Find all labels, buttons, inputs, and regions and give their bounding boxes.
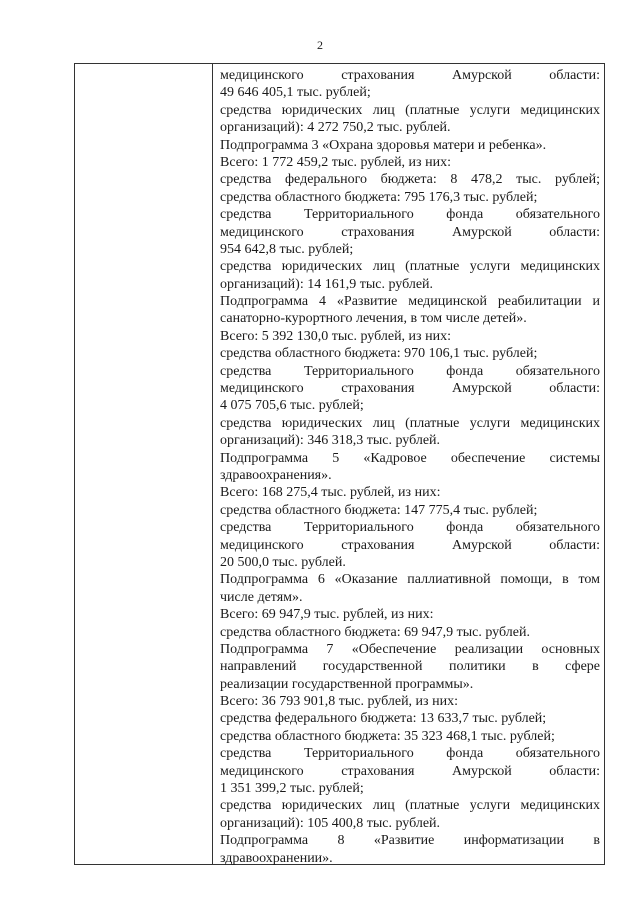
text-line: организаций): 4 272 750,2 тыс. рублей.: [220, 120, 451, 136]
funding-text-cell: [220, 67, 600, 867]
text-line: 954 642,8 тыс. рублей;: [220, 241, 354, 257]
text-line: Подпрограмма 6 «Оказание паллиативной помощи, в том: [220, 572, 600, 588]
text-line: организаций): 346 318,3 тыс. рублей.: [220, 433, 441, 449]
table-column-divider: [212, 63, 213, 865]
text-line: 4 075 705,6 тыс. рублей;: [220, 398, 364, 414]
text-line: Всего: 36 793 901,8 тыс. рублей, из них:: [220, 694, 458, 710]
text-line: средства юридических лиц (платные услуги медицинских: [220, 102, 600, 118]
text-line: средства областного бюджета: 795 176,3 тыс. рублей;: [220, 189, 538, 205]
text-line: 1 351 399,2 тыс. рублей;: [220, 781, 364, 797]
text-line: здравоохранения».: [220, 467, 332, 483]
text-line: средства федерального бюджета: 13 633,7 тыс. рублей;: [220, 711, 547, 727]
text-line: Подпрограмма 4 «Развитие медицинской реабилитации и: [220, 294, 600, 310]
text-line: средства Территориального фонда обязательного: [220, 207, 600, 223]
text-line: Подпрограмма 7 «Обеспечение реализации основных: [220, 641, 600, 657]
table-border-left: [74, 63, 75, 865]
text-line: 20 500,0 тыс. рублей.: [220, 554, 346, 570]
text-line: организаций): 14 161,9 тыс. рублей.: [220, 276, 434, 292]
text-line: Всего: 5 392 130,0 тыс. рублей, из них:: [220, 328, 451, 344]
table-border-right: [604, 63, 605, 865]
text-line: средства областного бюджета: 35 323 468,1 тыс. рублей;: [220, 728, 555, 744]
text-line: средства областного бюджета: 970 106,1 тыс. рублей;: [220, 346, 538, 362]
text-line: медицинского страхования Амурской области:: [220, 68, 600, 83]
text-line: 49 646 405,1 тыс. рублей;: [220, 85, 371, 101]
text-line: числе детям».: [220, 589, 303, 605]
text-line: средства юридических лиц (платные услуги медицинских: [220, 259, 600, 275]
text-line: организаций): 105 400,8 тыс. рублей.: [220, 815, 441, 831]
text-line: Всего: 69 947,9 тыс. рублей, из них:: [220, 607, 434, 623]
text-line: средства федерального бюджета: 8 478,2 тыс. рублей;: [220, 172, 600, 188]
text-line: санаторно-курортного лечения, в том числе детей».: [220, 311, 527, 327]
text-line: медицинского страхования Амурской области:: [220, 381, 600, 397]
text-line: медицинского страхования Амурской области:: [220, 224, 600, 240]
text-line: направлений государственной политики в сфере: [220, 659, 600, 675]
text-line: средства юридических лиц (платные услуги медицинских: [220, 798, 600, 814]
text-line: Всего: 168 275,4 тыс. рублей, из них:: [220, 485, 441, 501]
text-line: средства областного бюджета: 69 947,9 тыс. рублей.: [220, 624, 530, 640]
text-line: здравоохранении».: [220, 850, 333, 866]
text-line: медицинского страхования Амурской области:: [220, 537, 600, 553]
document-table: [74, 63, 605, 865]
text-line: средства Территориального фонда обязательного: [220, 520, 600, 536]
text-line: реализации государственной программы».: [220, 676, 474, 692]
page-number: 2: [317, 38, 323, 52]
text-line: средства областного бюджета: 147 775,4 тыс. рублей;: [220, 502, 538, 518]
text-line: Всего: 1 772 459,2 тыс. рублей, из них:: [220, 154, 451, 170]
text-line: Подпрограмма 3 «Охрана здоровья матери и ребенка».: [220, 137, 547, 153]
table-border-top: [74, 63, 605, 64]
text-line: медицинского страхования Амурской области:: [220, 763, 600, 779]
text-line: средства юридических лиц (платные услуги медицинских: [220, 415, 600, 431]
text-line: средства Территориального фонда обязательного: [220, 746, 600, 762]
text-line: средства Территориального фонда обязательного: [220, 363, 600, 379]
text-line: Подпрограмма 5 «Кадровое обеспечение системы: [220, 450, 600, 466]
text-line: Подпрограмма 8 «Развитие информатизации в: [220, 833, 600, 849]
